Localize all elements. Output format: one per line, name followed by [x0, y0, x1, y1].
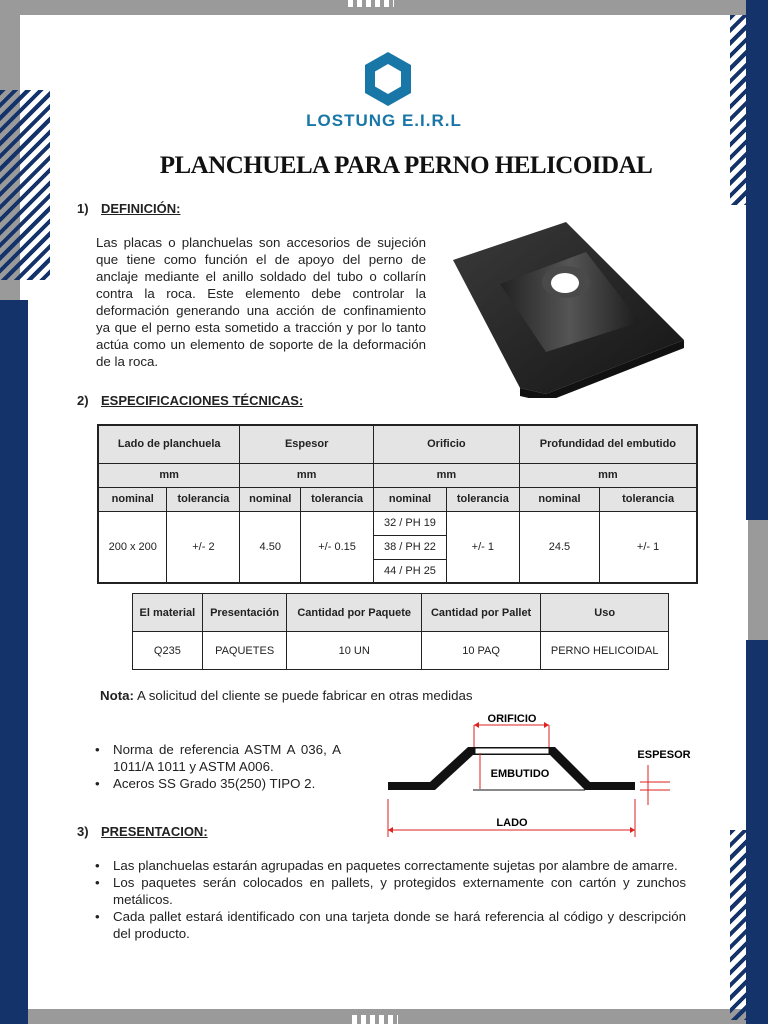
header-cell: El material [133, 594, 203, 632]
material-header-row [133, 594, 669, 632]
header-espesor: Espesor [240, 425, 374, 463]
header-profundidad: Profundidad del embutido [519, 425, 697, 463]
spec-data-row [98, 511, 697, 535]
header-orificio: Orificio [374, 425, 520, 463]
orificio-nominal-cell: 38 / PH 22 [374, 535, 447, 559]
section-number: 1) [77, 201, 89, 216]
subheader-cell: nominal [374, 487, 447, 511]
presentacion-cell: PAQUETES [202, 632, 287, 670]
orificio-nominal-cell: 32 / PH 19 [374, 511, 447, 535]
spec-subheader-row [98, 487, 697, 511]
espesor-nominal-cell: 4.50 [240, 511, 301, 583]
header-cell: Cantidad por Paquete [287, 594, 421, 632]
subheader-cell: nominal [519, 487, 599, 511]
cross-section-diagram [380, 705, 700, 840]
list-item: • Norma de referencia ASTM A 036, A 1011/A 1011 y ASTM A006. [91, 741, 341, 775]
header-cell: Presentación [202, 594, 287, 632]
plate-product-image [448, 212, 690, 398]
note-text: A solicitud del cliente se puede fabricar en otras medidas [133, 688, 473, 703]
top-dash-decoration [348, 0, 394, 7]
material-table [132, 593, 669, 670]
unit-cell: mm [519, 463, 697, 487]
note-label: Nota: [100, 688, 134, 703]
subheader-cell: tolerancia [446, 487, 519, 511]
hexagon-nut-icon [362, 50, 414, 108]
page-title: PLANCHUELA PARA PERNO HELICOIDAL [159, 152, 653, 179]
list-item: • Los paquetes serán colocados en pallets, y protegidos externamente con cartón y zunchos metálicos. [91, 874, 686, 908]
orificio-nominal-cell: 44 / PH 25 [374, 559, 447, 583]
header-lado: Lado de planchuela [98, 425, 240, 463]
spec-units-row [98, 463, 697, 487]
subheader-cell: tolerancia [600, 487, 697, 511]
orificio-tolerancia-cell: +/- 1 [446, 511, 519, 583]
lado-tolerancia-cell: +/- 2 [167, 511, 240, 583]
header-cell: Cantidad por Pallet [421, 594, 540, 632]
subheader-cell: tolerancia [301, 487, 374, 511]
unit-cell: mm [240, 463, 374, 487]
profundidad-nominal-cell: 24.5 [519, 511, 599, 583]
unit-cell: mm [98, 463, 240, 487]
presentation-list [91, 857, 686, 942]
spec-table [97, 424, 698, 584]
section-definicion-heading [77, 201, 180, 216]
material-data-row [133, 632, 669, 670]
diagram-label-lado: LADO [496, 817, 528, 829]
material-cell: Q235 [133, 632, 203, 670]
brand-name: LOSTUNG E.I.R.L [306, 111, 462, 130]
cantidad-pallet-cell: 10 PAQ [421, 632, 540, 670]
subheader-cell: nominal [240, 487, 301, 511]
subheader-cell: nominal [98, 487, 167, 511]
uso-cell: PERNO HELICOIDAL [541, 632, 669, 670]
section-presentacion-heading [77, 824, 208, 839]
espesor-tolerancia-cell: +/- 0.15 [301, 511, 374, 583]
section-label: PRESENTACION: [101, 824, 208, 839]
diagram-label-embutido: EMBUTIDO [490, 768, 550, 780]
lado-nominal-cell: 200 x 200 [98, 511, 167, 583]
list-item: • Cada pallet estará identificado con una tarjeta donde se hará referencia al código y descripción del producto. [91, 908, 686, 942]
list-item: • Las planchuelas estarán agrupadas en paquetes correctamente sujetas por alambre de amarre. [91, 857, 686, 874]
profundidad-tolerancia-cell: +/- 1 [600, 511, 697, 583]
standards-list [91, 741, 341, 792]
header-cell: Uso [541, 594, 669, 632]
diagram-label-orificio: ORIFICIO [487, 713, 537, 725]
spec-header-row [98, 425, 697, 463]
note-line [100, 688, 473, 703]
diagram-label-espesor: ESPESOR [637, 749, 691, 761]
section-number: 2) [77, 393, 89, 408]
section-label: DEFINICIÓN: [101, 201, 181, 216]
unit-cell: mm [374, 463, 520, 487]
list-item: • Aceros SS Grado 35(250) TIPO 2. [91, 775, 341, 792]
section-label: ESPECIFICACIONES TÉCNICAS: [101, 393, 304, 408]
section-especificaciones-heading [77, 393, 303, 408]
definition-paragraph: Las placas o planchuelas son accesorios de sujeción que tiene como función el de apoyo del perno de anclaje mediante el anillo soldado del tubo o collarín contra la roca. Este elemento debe controlar la deformación generando una acción de confinamiento ya que el perno esta sometido a tracción y por lo tanto actúa como un elemento de soporte de la deformación de la roca. [96, 235, 426, 369]
subheader-cell: tolerancia [167, 487, 240, 511]
bottom-dash-decoration [352, 1015, 398, 1024]
left-blue-band [0, 300, 28, 1024]
right-stripes-decoration-bottom [730, 830, 768, 1020]
section-number: 3) [77, 824, 89, 839]
cantidad-paquete-cell: 10 UN [287, 632, 421, 670]
